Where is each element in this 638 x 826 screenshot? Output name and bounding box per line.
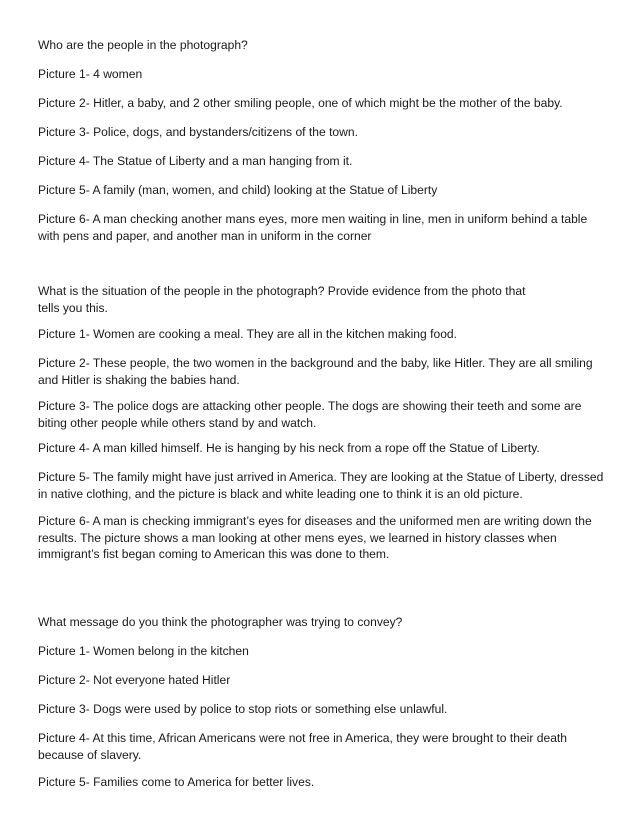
answer-people-picture-6: Picture 6- A man checking another mans eyes, more men waiting in line, men in uniform behind a table with pens and paper, and another man in uniform in the corner — [38, 212, 588, 243]
answer-situation-picture-4: Picture 4- A man killed himself. He is hanging by his neck from a rope off the Statue of Liberty. — [38, 441, 540, 455]
answer-message-picture-1: Picture 1- Women belong in the kitchen — [38, 644, 249, 658]
question-message: What message do you think the photographer was trying to convey? — [38, 615, 403, 629]
answer-people-picture-2: Picture 2- Hitler, a baby, and 2 other smiling people, one of which might be the mother of the baby. — [38, 96, 563, 110]
answer-people-picture-1: Picture 1- 4 women — [38, 67, 143, 81]
answer-people-picture-4: Picture 4- The Statue of Liberty and a man hanging from it. — [38, 154, 353, 168]
answer-situation-picture-2: Picture 2- These people, the two women in the background and the baby, like Hitler. They are all smiling and Hitler is shaking the babies hand. — [38, 356, 593, 387]
answer-message-picture-2: Picture 2- Not everyone hated Hitler — [38, 673, 231, 687]
answer-message-picture-4: Picture 4- At this time, African Americans were not free in America, they were brought to their death because of slavery. — [38, 731, 568, 762]
answer-message-picture-3: Picture 3- Dogs were used by police to stop riots or something else unlawful. — [38, 702, 448, 716]
answer-situation-picture-6: Picture 6- A man is checking immigrant’s eyes for diseases and the uniformed men are writing down the results. The picture shows a man looking at other mens eyes, we learned in history classes when immigrant’s fist began coming to American this was done to them. — [38, 514, 592, 562]
answer-situation-picture-5: Picture 5- The family might have just arrived in America. They are looking at the Statue of Liberty, dressed in native clothing, and the picture is black and white leading one to think it is an old picture. — [38, 470, 604, 501]
answer-people-picture-3: Picture 3- Police, dogs, and bystanders/citizens of the town. — [38, 125, 358, 139]
question-people: Who are the people in the photograph? — [38, 38, 248, 52]
question-situation: What is the situation of the people in the photograph? Provide evidence from the photo that tells you this. — [38, 284, 526, 315]
answer-situation-picture-1: Picture 1- Women are cooking a meal. They are all in the kitchen making food. — [38, 327, 458, 341]
answer-people-picture-5: Picture 5- A family (man, women, and child) looking at the Statue of Liberty — [38, 183, 438, 197]
answer-message-picture-5: Picture 5- Families come to America for better lives. — [38, 775, 315, 789]
answer-situation-picture-3: Picture 3- The police dogs are attacking other people. The dogs are showing their teeth and some are biting other people while others stand by and watch. — [38, 399, 582, 430]
